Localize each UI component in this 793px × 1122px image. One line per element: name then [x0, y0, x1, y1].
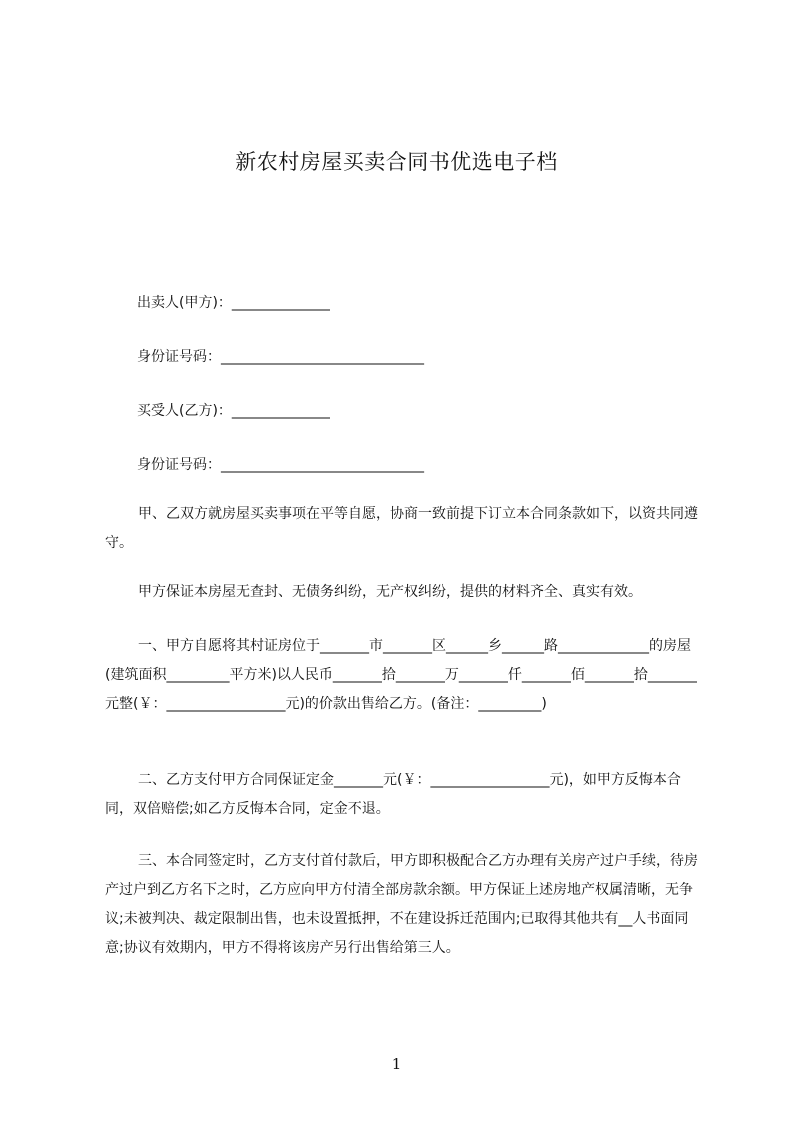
- buyer-id-field: 身份证号码：_____________________________: [137, 457, 424, 473]
- intro-paragraph: 甲、乙双方就房屋买卖事项在平等自愿，协商一致前提下订立本合同条款如下，以资共同遵守。: [105, 506, 698, 551]
- page-number: 1: [391, 1055, 402, 1073]
- seller-name-field: 出卖人(甲方)：______________: [137, 295, 330, 311]
- buyer-name-field: 买受人(乙方)：______________: [137, 403, 330, 419]
- clause-2-paragraph: 二、乙方支付甲方合同保证定金_______元(￥：_________________元)，如甲方反悔本合同，双倍赔偿;如乙方反悔本合同，定金不退。: [105, 772, 681, 817]
- guarantee-paragraph: 甲方保证本房屋无查封、无债务纠纷，无产权纠纷，提供的材料齐全、真实有效。: [138, 584, 642, 600]
- clause-1-paragraph: 一、甲方自愿将其村证房位于_______市_______区______乡______路_____________的房屋(建筑面积_________平方米)以人民币_______拾_______万_______仟_______佰_______拾_______元整(￥：_________________元)的价款出售给乙方。(备注：_________): [105, 638, 697, 712]
- seller-id-field: 身份证号码：_____________________________: [137, 349, 424, 365]
- clause-3-paragraph: 三、本合同签定时，乙方支付首付款后，甲方即积极配合乙方办理有关房产过户手续，待房产过户到乙方名下之时，乙方应向甲方付清全部房款余额。甲方保证上述房地产权属清晰，无争议;未被判决、裁定限制出售，也未设置抵押，不在建设拆迁范围内;已取得其他共有__人书面同意;协议有效期内，甲方不得将该房产另行出售给第三人。: [105, 853, 698, 956]
- document-title: 新农村房屋买卖合同书优选电子档: [235, 150, 558, 174]
